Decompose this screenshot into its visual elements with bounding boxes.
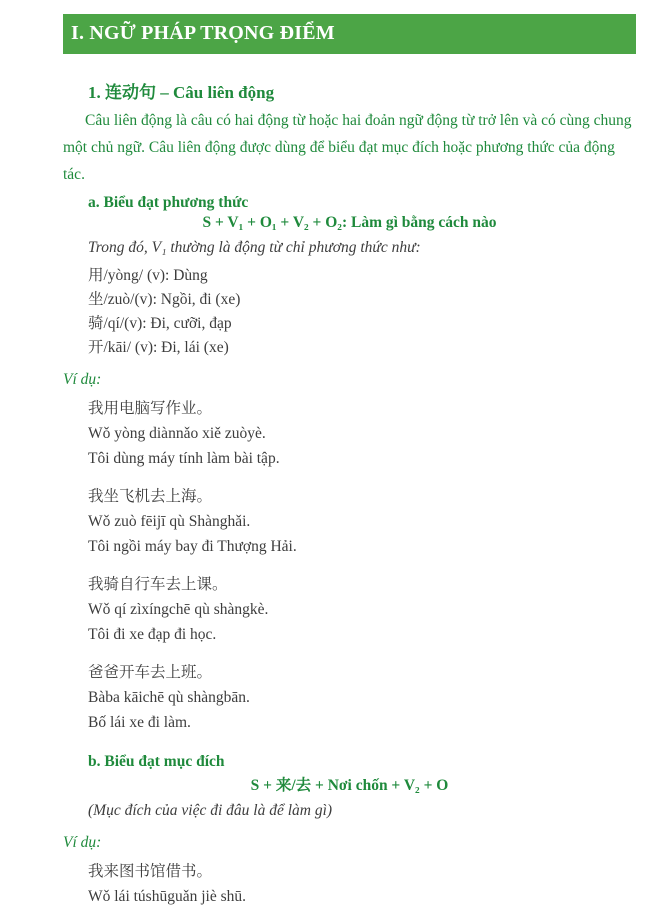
example-chinese: 我骑自行车去上课。 <box>88 576 228 593</box>
part-a-formula: S + V₁ + O₁ + V₂ + O₂: Làm gì bằng cách nào <box>202 214 497 231</box>
part-a-heading: a. Biểu đạt phương thức <box>88 194 249 211</box>
example-pinyin: Wǒ zuò fēijī qù Shànghǎi. <box>88 513 251 530</box>
example-group <box>63 859 636 909</box>
example-vietnamese: Tôi dùng máy tính làm bài tập. <box>88 450 280 467</box>
example-vietnamese: Tôi ngồi máy bay đi Thượng Hải. <box>88 538 297 555</box>
document-page <box>0 14 649 909</box>
example-pinyin: Wǒ qí zìxíngchē qù shàngkè. <box>88 601 269 618</box>
example-group <box>63 572 636 647</box>
vocab-line: 坐/zuò/(v): Ngồi, đi (xe) <box>88 291 241 308</box>
part-a-note: Trong đó, V₁ thường là động từ chỉ phương thức như: <box>88 239 421 256</box>
example-pinyin: Wǒ lái túshūguǎn jiè shū. <box>88 888 246 905</box>
part-b-heading: b. Biểu đạt mục đích <box>88 753 225 770</box>
example-label: Ví dụ: <box>63 371 102 388</box>
example-vietnamese: Tôi đi xe đạp đi học. <box>88 626 217 643</box>
part-b-note: (Mục đích của việc đi đâu là để làm gì) <box>88 802 333 819</box>
example-group <box>63 396 636 471</box>
example-chinese: 爸爸开车去上班。 <box>88 664 213 681</box>
vocab-line: 用/yòng/ (v): Dùng <box>88 267 208 284</box>
document-content <box>63 78 636 909</box>
example-chinese: 我用电脑写作业。 <box>88 400 213 417</box>
part-b-formula: S + 来/去 + Nơi chốn + V₂ + O <box>250 777 449 794</box>
example-chinese: 我来图书馆借书。 <box>88 863 213 880</box>
example-chinese: 我坐飞机去上海。 <box>88 488 213 505</box>
part-b <box>63 753 636 909</box>
example-pinyin: Wǒ yòng diànnǎo xiě zuòyè. <box>88 425 266 442</box>
subsection-title: 1. 连动句 – Câu liên động <box>88 83 275 102</box>
intro-paragraph: Câu liên động là câu có hai động từ hoặc hai đoản ngữ động từ trở lên và có cùng chung một chủ ngữ. Câu liên động được dùng để biểu đạt mục đích hoặc phương thức của động tác. <box>63 112 632 183</box>
section-header-bar <box>63 14 636 54</box>
example-pinyin: Bàba kāichē qù shàngbān. <box>88 689 250 706</box>
example-group <box>63 660 636 735</box>
example-group <box>63 484 636 559</box>
vocab-line: 骑/qí/(v): Đi, cưỡi, đạp <box>88 315 232 332</box>
vocab-line: 开/kāi/ (v): Đi, lái (xe) <box>88 339 229 356</box>
example-vietnamese: Bố lái xe đi làm. <box>88 714 191 731</box>
example-label: Ví dụ: <box>63 834 102 851</box>
section-header-title: I. NGỮ PHÁP TRỌNG ĐIỂM <box>71 22 335 44</box>
